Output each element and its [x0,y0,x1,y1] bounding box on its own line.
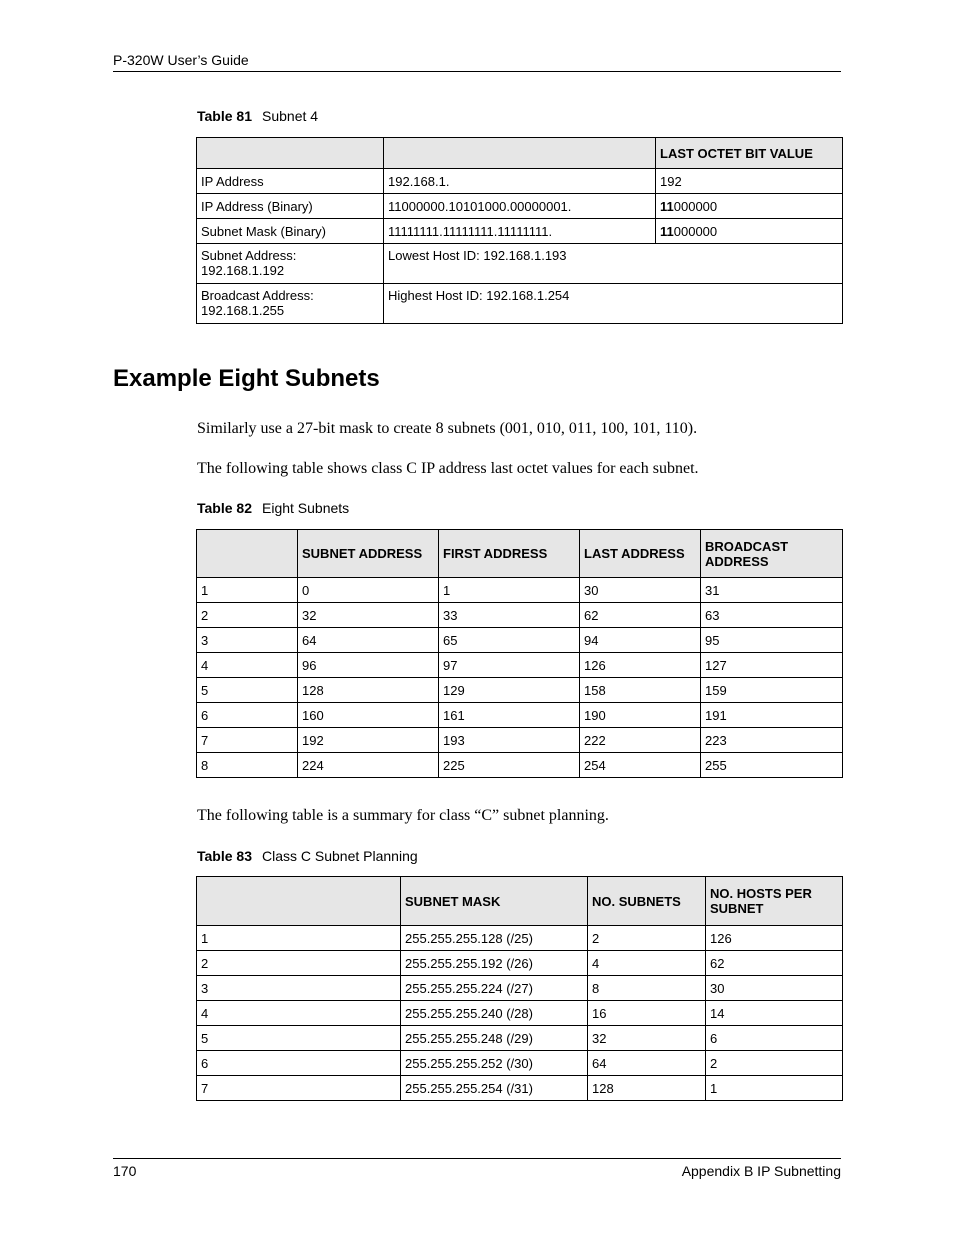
table-row [197,1051,843,1076]
table-cell: 14 [706,1001,843,1026]
table-cell: 223 [701,728,843,753]
table-cell: 7 [197,728,298,753]
table-cell: 255.255.255.254 (/31) [401,1076,588,1101]
table-cell: 2 [197,603,298,628]
table-row [197,703,843,728]
page-header-title: P-320W User’s Guide [113,52,249,68]
table-row [197,976,843,1001]
table-cell: Highest Host ID: 192.168.1.254 [384,284,843,324]
table-cell: 95 [701,628,843,653]
table82-header-cell [197,530,298,578]
table-row [197,753,843,778]
table-row [197,603,843,628]
table-cell: 255.255.255.224 (/27) [401,976,588,1001]
table-cell: 3 [197,976,401,1001]
table83-caption [197,848,418,864]
table-cell: 192.168.1. [384,169,656,194]
bit-bold: 11 [660,198,674,214]
table-cell: 255.255.255.248 (/29) [401,1026,588,1051]
table-cell: Lowest Host ID: 192.168.1.193 [384,244,843,284]
table81-header-cell [197,138,384,169]
table-cell: 0 [298,578,439,603]
table-cell: 159 [701,678,843,703]
table-row [197,1076,843,1101]
table-cell: 62 [706,951,843,976]
table-cell: 129 [439,678,580,703]
table82-header-cell: FIRST ADDRESS [439,530,580,578]
table-cell: 32 [298,603,439,628]
table-cell: 192 [298,728,439,753]
table-cell: IP Address [197,169,384,194]
table-cell: 126 [580,653,701,678]
table-cell: 97 [439,653,580,678]
table82-caption [197,500,349,516]
table-cell: 222 [580,728,701,753]
table-cell: 30 [706,976,843,1001]
table-cell: 4 [197,1001,401,1026]
table-cell: 254 [580,753,701,778]
table-row [197,219,843,244]
table83-header-cell [197,877,401,926]
table-cell: 190 [580,703,701,728]
table-cell: 255.255.255.252 (/30) [401,1051,588,1076]
table-cell: 1 [439,578,580,603]
table-cell: Subnet Mask (Binary) [197,219,384,244]
table-cell: 64 [298,628,439,653]
table-cell: 3 [197,628,298,653]
table-row [197,926,843,951]
table-cell: 128 [588,1076,706,1101]
table-cell: 16 [588,1001,706,1026]
table-cell: 2 [588,926,706,951]
table-cell: 6 [197,1051,401,1076]
table83-title: Class C Subnet Planning [262,848,418,864]
table-cell: 2 [197,951,401,976]
table-row [197,1001,843,1026]
table83-header-cell: NO. SUBNETS [588,877,706,926]
table-cell: 33 [439,603,580,628]
table82-header-row [197,530,843,578]
table-cell: 6 [197,703,298,728]
table-cell: 1 [706,1076,843,1101]
table81 [196,137,843,324]
header-divider [113,71,841,72]
table-cell: 225 [439,753,580,778]
table82-header-cell: BROADCAST ADDRESS [701,530,843,578]
table-cell: 96 [298,653,439,678]
subnet-address-label: Subnet Address: [201,248,297,263]
table81-caption [197,108,318,124]
table83-header-cell: SUBNET MASK [401,877,588,926]
table82 [196,529,843,778]
table82-header-cell: SUBNET ADDRESS [298,530,439,578]
table81-header-cell [384,138,656,169]
table-row [197,678,843,703]
table-cell: 94 [580,628,701,653]
table82-label: Table 82 [197,500,252,516]
table-cell: 11111111.11111111.11111111. [384,219,656,244]
footer-section-title: Appendix B IP Subnetting [681,1163,841,1179]
table83 [196,876,843,1101]
table-cell: 31 [701,578,843,603]
table-cell: 255 [701,753,843,778]
table-cell: 65 [439,628,580,653]
table-cell: 2 [706,1051,843,1076]
table-cell: 7 [197,1076,401,1101]
table-cell: 4 [588,951,706,976]
bit-bold: 11 [660,223,674,239]
table-row [197,653,843,678]
table-cell: 32 [588,1026,706,1051]
table-cell: 128 [298,678,439,703]
footer-divider [113,1158,841,1159]
section-heading: Example Eight Subnets [113,365,380,392]
paragraph: Similarly use a 27-bit mask to create 8 subnets (001, 010, 011, 100, 101, 110). [197,420,698,437]
table-cell: 5 [197,678,298,703]
page-number: 170 [113,1163,137,1179]
table-row [197,1026,843,1051]
table-cell: 127 [701,653,843,678]
table-cell: 4 [197,653,298,678]
table-cell [197,284,384,324]
table-cell: IP Address (Binary) [197,194,384,219]
table-cell: 191 [701,703,843,728]
table-cell [656,194,843,219]
table-row [197,194,843,219]
table-cell: 11000000.10101000.00000001. [384,194,656,219]
table82-title: Eight Subnets [262,500,350,516]
subnet-address-value: 192.168.1.192 [201,263,285,278]
table-row [197,951,843,976]
bit-rest: 192 [660,173,682,189]
bit-rest: 000000 [673,223,718,239]
paragraph: The following table shows class C IP address last octet values for each subnet. [197,460,699,477]
table-cell: 1 [197,926,401,951]
table-cell: 224 [298,753,439,778]
table81-header-cell: LAST OCTET BIT VALUE [656,138,843,169]
table-cell: 126 [706,926,843,951]
table-cell: 160 [298,703,439,728]
table-cell: 8 [588,976,706,1001]
table83-header-cell: NO. HOSTS PER SUBNET [706,877,843,926]
table-cell: 8 [197,753,298,778]
table-row [197,628,843,653]
table83-header-row [197,877,843,926]
table-cell: 5 [197,1026,401,1051]
table-cell: 6 [706,1026,843,1051]
table83-label: Table 83 [197,848,252,864]
broadcast-address-label: Broadcast Address: [201,288,314,303]
table-cell: 255.255.255.128 (/25) [401,926,588,951]
table-cell: 255.255.255.192 (/26) [401,951,588,976]
bit-rest: 000000 [673,198,718,214]
table-cell [656,169,843,194]
table-row [197,728,843,753]
table-cell: 1 [197,578,298,603]
table-cell: 161 [439,703,580,728]
table-row [197,169,843,194]
table-cell [197,244,384,284]
table82-header-cell: LAST ADDRESS [580,530,701,578]
table-cell: 62 [580,603,701,628]
table81-header-row [197,138,843,169]
table-cell [656,219,843,244]
table81-label: Table 81 [197,108,252,124]
table-cell: 64 [588,1051,706,1076]
table-cell: 158 [580,678,701,703]
table-row [197,244,843,284]
table-row [197,284,843,324]
table-cell: 63 [701,603,843,628]
broadcast-address-value: 192.168.1.255 [201,303,285,318]
table-cell: 30 [580,578,701,603]
table81-title: Subnet 4 [262,108,319,124]
paragraph: The following table is a summary for class “C” subnet planning. [197,807,609,824]
table-row [197,578,843,603]
table-cell: 193 [439,728,580,753]
table-cell: 255.255.255.240 (/28) [401,1001,588,1026]
